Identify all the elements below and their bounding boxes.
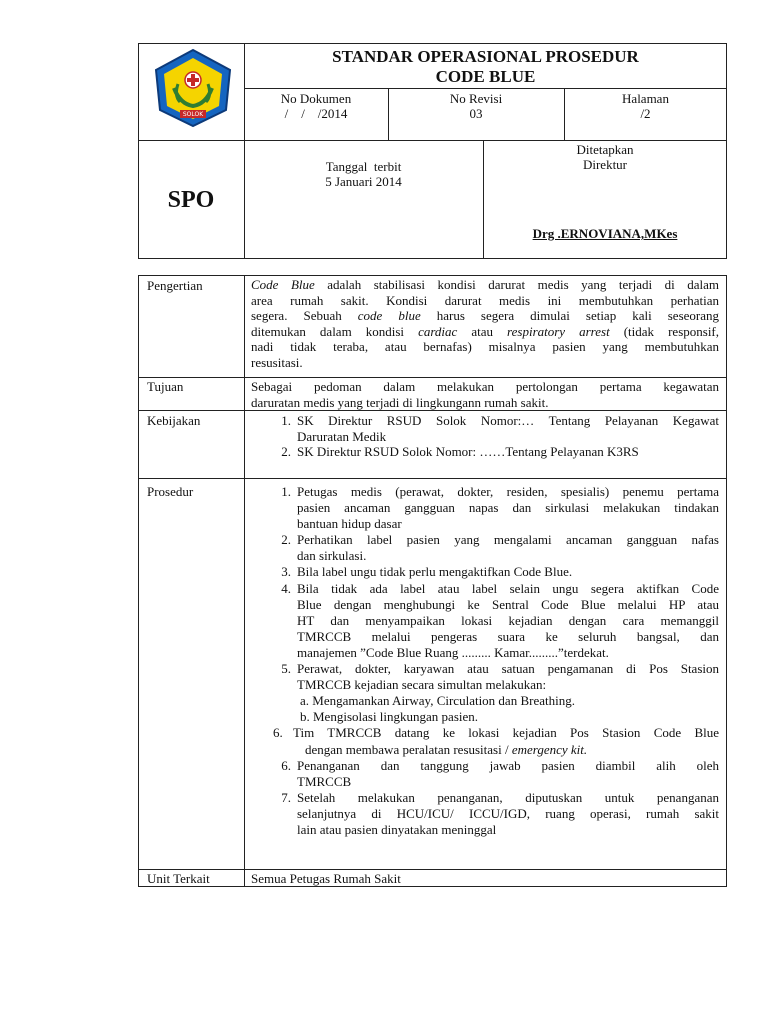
list-item	[281, 444, 719, 460]
list-line: Penanganan dan tanggung jawab pasien diambil alih oleh	[297, 757, 719, 773]
title-line-1: STANDAR OPERASIONAL PROSEDUR	[332, 47, 639, 66]
page-value: /2	[640, 106, 651, 121]
issue-date-value: 5 Januari 2014	[325, 174, 402, 189]
definition-line: Code Blue adalah stabilisasi kondisi darurat medis yang terjadi di dalam	[251, 277, 720, 292]
approval-label: Ditetapkan	[576, 142, 634, 157]
doc-number-label: No Dokumen	[280, 91, 352, 106]
list-number: 3.	[281, 564, 291, 580]
doc-number-value: / / /2014	[284, 106, 348, 121]
list-number: 7.	[281, 789, 291, 805]
list-number: 5.	[281, 661, 291, 677]
procedure-list	[273, 484, 719, 838]
purpose-label: Tujuan	[147, 379, 184, 394]
revision-value: 03	[469, 106, 483, 121]
list-line: Bila label ungu tidak perlu mengaktifkan Code Blue.	[297, 564, 573, 580]
list-number: 6.	[281, 757, 291, 773]
definition-text	[251, 277, 719, 370]
page-cell	[564, 91, 727, 121]
definition-line: area rumah sakit. Kondisi darurat medis ini membutuhkan perhatian	[251, 292, 719, 308]
list-line: manajemen ”Code Blue Ruang ......... Kamar.........”terdekat.	[297, 644, 609, 660]
list-line: Setelah melakukan penanganan, diputuskan untuk penanganan	[297, 789, 719, 805]
hospital-logo	[150, 48, 236, 128]
list-line: bantuan hidup dasar	[297, 516, 402, 532]
list-item	[281, 564, 719, 580]
list-line: pasien ancaman gangguan napas dan sirkulasi melakukan tindakan	[297, 500, 719, 516]
list-number: 1.	[281, 484, 291, 499]
spo-label: SPO	[167, 187, 215, 213]
related-unit-value: Semua Petugas Rumah Sakit	[251, 871, 401, 886]
page-label: Halaman	[622, 91, 669, 106]
logo-text: SOLOK	[182, 111, 204, 118]
purpose-line: Sebagai pedoman dalam melakukan pertolongan pertama kegawatan	[251, 379, 719, 394]
list-item	[281, 661, 719, 725]
list-number: 2.	[281, 532, 291, 548]
list-line: dan sirkulasi.	[297, 548, 367, 564]
list-line: Bila tidak ada label atau label selain ungu segera aktifkan Code	[297, 580, 719, 596]
list-item	[281, 532, 719, 564]
revision-cell	[388, 91, 564, 121]
related-unit-label: Unit Terkait	[147, 871, 210, 886]
purpose-text	[251, 379, 719, 410]
policy-label: Kebijakan	[147, 413, 201, 428]
list-item	[281, 789, 719, 838]
list-line: dengan membawa peralatan resusitasi / emergency kit.	[305, 741, 588, 757]
definition-line: segera. Sebuah code blue harus segera dimulai setiap kali seseorang	[251, 308, 720, 323]
list-line: a. Mengamankan Airway, Circulation dan Breathing.	[300, 693, 575, 709]
list-item	[281, 413, 719, 444]
document-title	[244, 47, 727, 87]
list-item	[281, 757, 719, 790]
list-line: Blue dengan menghubungi ke Sentral Code Blue melalui HP atau	[297, 596, 719, 612]
list-line: SK Direktur RSUD Solok Nomor: ……Tentang Pelayanan K3RS	[297, 444, 639, 459]
list-line: HT dan menyampaikan lokasi kejadian dengan cara memanggil	[297, 612, 719, 628]
list-item	[275, 725, 719, 757]
list-line: Petugas medis (perawat, dokter, residen, spesialis) penemu pertama	[297, 484, 719, 499]
list-line: Daruratan Medik	[297, 428, 387, 444]
list-number: 6.	[273, 725, 283, 741]
list-line: Perhatikan label pasien yang mengalami ancaman gangguan nafas	[297, 532, 719, 548]
title-line-2: CODE BLUE	[435, 67, 536, 86]
approver-name: Drg .ERNOVIANA,MKes	[532, 226, 678, 241]
definition-line: nadi tidak teraba, atau bernafas) misalnya pasien yang membutuhkan	[251, 339, 719, 354]
doc-number-cell	[244, 91, 388, 121]
issue-date-label: Tanggal terbit	[325, 159, 402, 174]
list-line: TMRCCB	[297, 773, 352, 789]
list-line: lain atau pasien dinyatakan meninggal	[297, 821, 497, 837]
definition-line: ditemukan dalam kondisi cardiac atau respiratory arrest (tidak responsif,	[251, 323, 720, 339]
list-item	[281, 484, 719, 532]
approval-role: Direktur	[582, 157, 628, 172]
list-line: selanjutnya di HCU/ICU/ ICCU/IGD, ruang operasi, rumah sakit	[297, 805, 719, 821]
list-line: Perawat, dokter, karyawan atau satuan pengamanan di Pos Stasion	[297, 661, 719, 677]
list-line: b. Mengisolasi lingkungan pasien.	[300, 709, 479, 725]
list-line: TMRCCB melalui pengeras suara ke seluruh bangsal, dan	[297, 628, 719, 644]
list-line: TMRCCB kejadian secara simultan melakukan:	[297, 677, 547, 693]
list-item	[281, 580, 719, 661]
definition-label: Pengertian	[147, 278, 203, 293]
policy-list	[281, 413, 719, 460]
list-number: 2.	[281, 444, 291, 459]
list-number: 1.	[281, 413, 291, 428]
list-line: Tim TMRCCB datang ke lokasi kejadian Pos Stasion Code Blue	[293, 725, 719, 741]
definition-line: resusitasi.	[251, 354, 303, 370]
issue-date-cell	[244, 159, 483, 189]
approval-cell	[483, 142, 727, 172]
list-line: SK Direktur RSUD Solok Nomor:… Tentang Pelayanan Kegawat	[297, 413, 719, 428]
purpose-line: daruratan medis yang terjadi di lingkungann rumah sakit.	[251, 394, 549, 410]
procedure-label: Prosedur	[147, 484, 194, 499]
revision-label: No Revisi	[449, 91, 503, 106]
list-number: 4.	[281, 580, 291, 596]
